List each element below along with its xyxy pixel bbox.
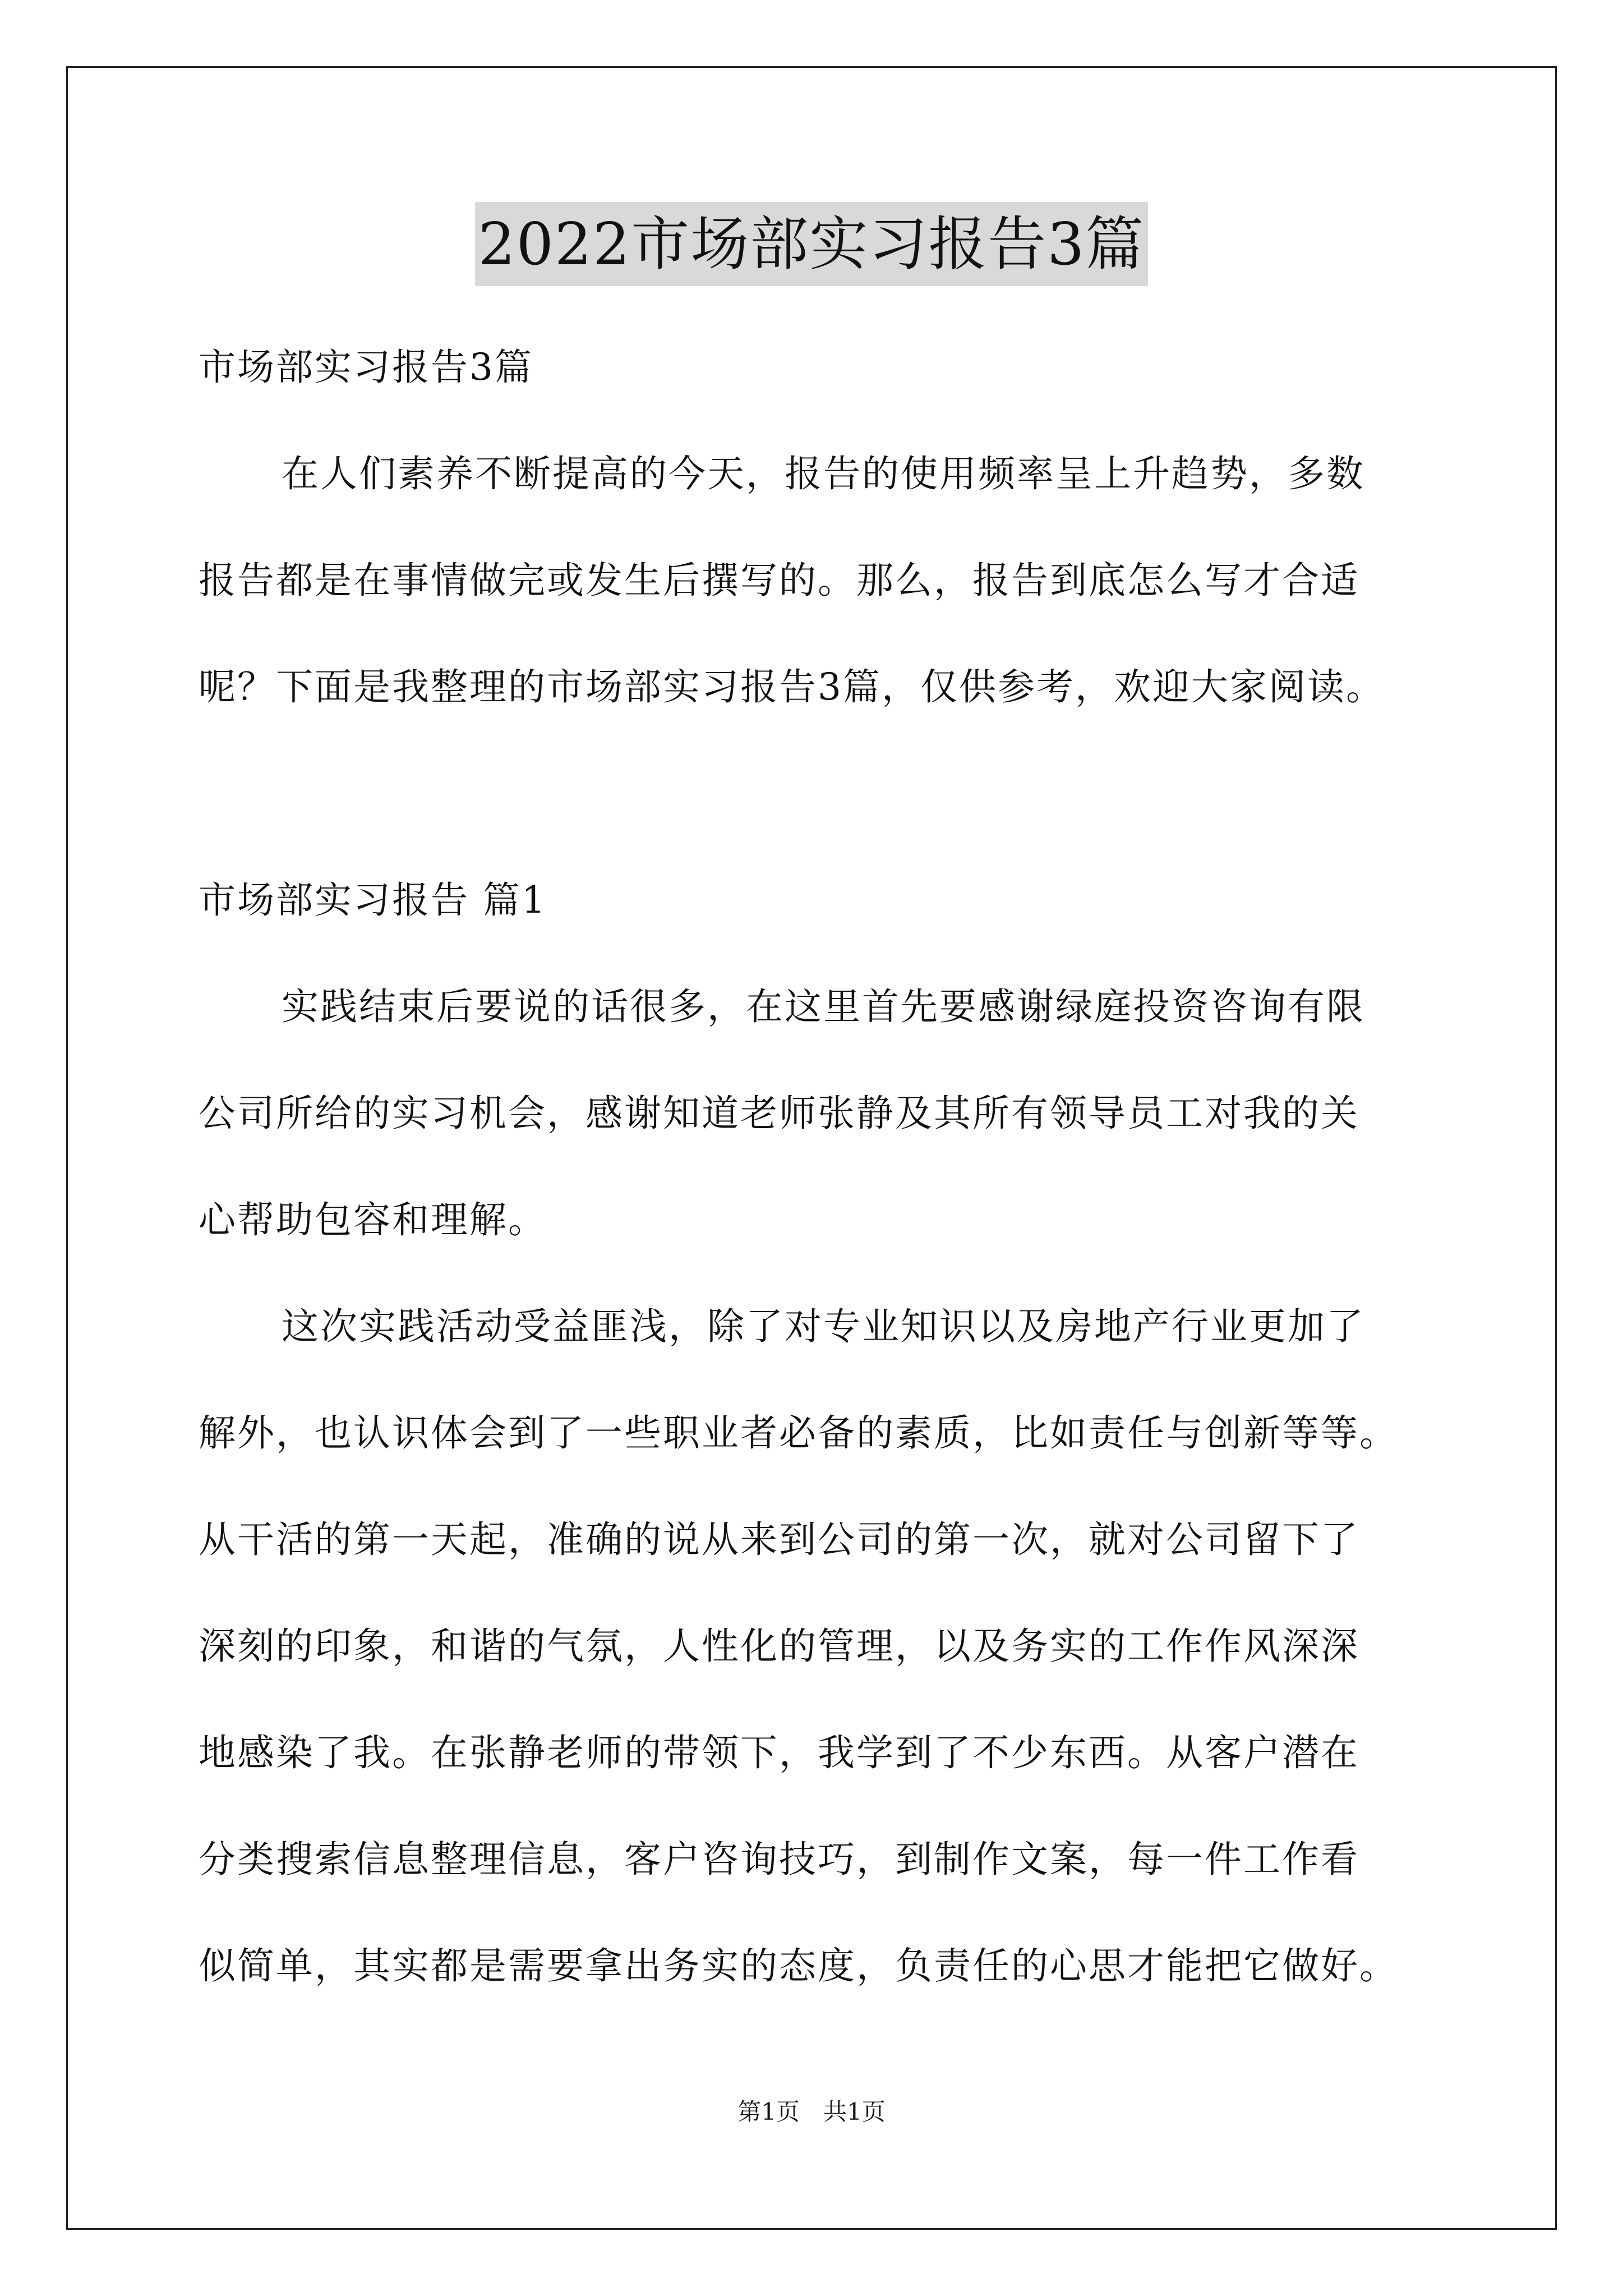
title-container [0, 202, 1623, 286]
paragraph2-line: 深刻的印象，和谐的气氛，人性化的管理，以及务实的工作作风深深 [199, 1625, 1359, 1668]
paragraph1-line: 实践结束后要说的话很多，在这里首先要感谢绿庭投资咨询有限 [282, 985, 1365, 1028]
paragraph2-line: 解外，也认识体会到了一些职业者必备的素质，比如责任与创新等等。 [199, 1411, 1398, 1455]
intro-line: 呢？下面是我整理的市场部实习报告3篇，仅供参考，欢迎大家阅读。 [199, 665, 1385, 708]
section-heading: 市场部实习报告 篇1 [199, 878, 547, 922]
section-gap [199, 740, 1432, 847]
document-body [199, 314, 1432, 2019]
paragraph2-line: 从干活的第一天起，准确的说从来到公司的第一次，就对公司留下了 [199, 1518, 1359, 1561]
page-footer: 第1页 共1页 [737, 2098, 886, 2125]
document-title: 2022市场部实习报告3篇 [475, 202, 1149, 286]
paragraph2-line: 这次实践活动受益匪浅，除了对专业知识以及房地产行业更加了 [282, 1305, 1365, 1348]
intro-line: 在人们素养不断提高的今天，报告的使用频率呈上升趋势，多数 [282, 452, 1365, 495]
paragraph2-line: 似简单，其实都是需要拿出务实的态度，负责任的心思才能把它做好。 [199, 1944, 1398, 1987]
intro-line: 报告都是在事情做完或发生后撰写的。那么，报告到底怎么写才合适 [199, 559, 1359, 602]
paragraph2-line: 地感染了我。在张静老师的带领下，我学到了不少东西。从客户潜在 [199, 1731, 1359, 1774]
paragraph2-line: 分类搜索信息整理信息，客户咨询技巧，到制作文案，每一件工作看 [199, 1838, 1359, 1881]
paragraph1-line: 公司所给的实习机会，感谢知道老师张静及其所有领导员工对我的关 [199, 1092, 1359, 1135]
paragraph1-line: 心帮助包容和理解。 [199, 1198, 547, 1241]
document-subtitle: 市场部实习报告3篇 [199, 346, 533, 389]
